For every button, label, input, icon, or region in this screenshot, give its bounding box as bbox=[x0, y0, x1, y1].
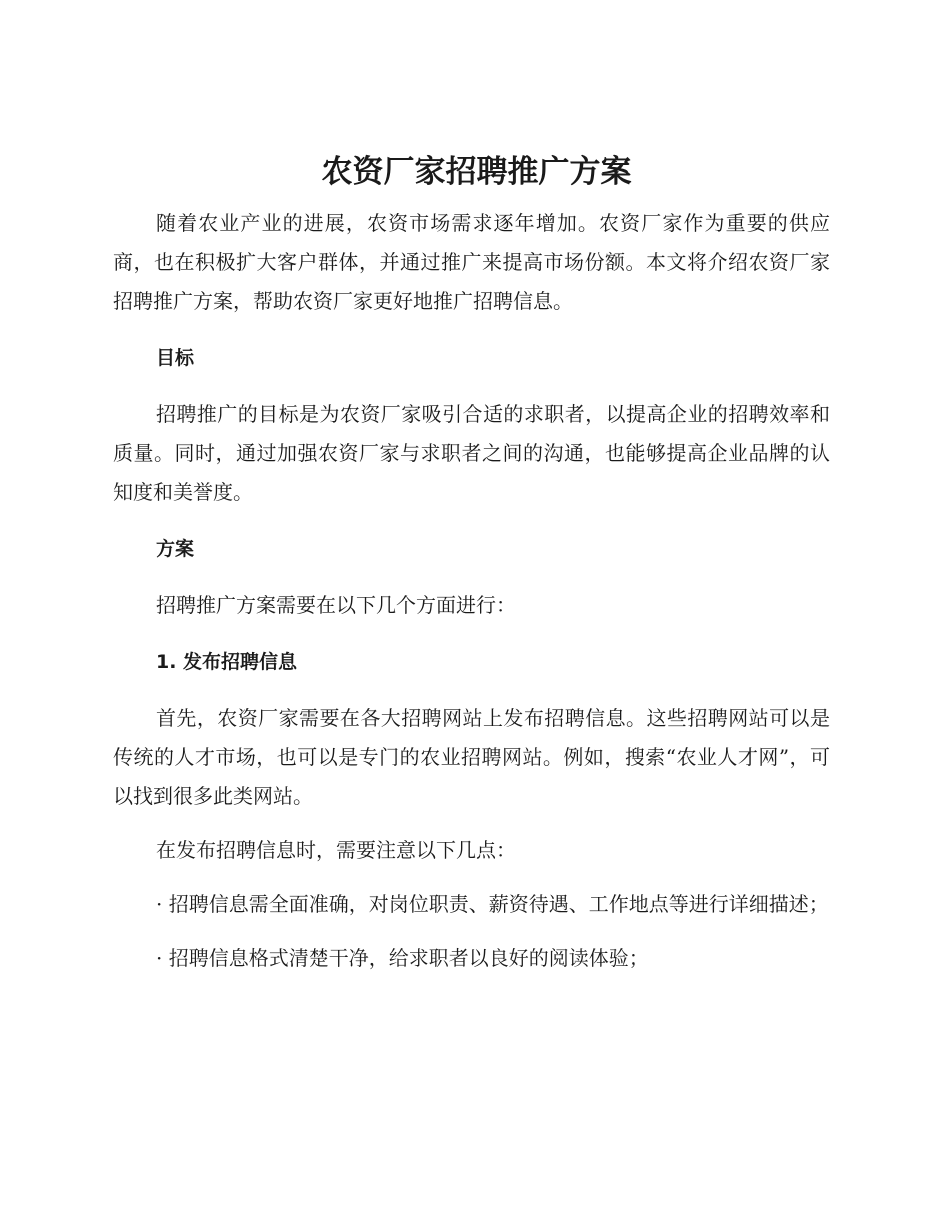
goal-paragraph: 招聘推广的目标是为农资厂家吸引合适的求职者，以提高企业的招聘效率和质量。同时，通过加强农资厂家与求职者之间的沟通，也能够提高企业品牌的认知度和美誉度。 bbox=[113, 402, 830, 504]
plan-heading: 方案 bbox=[156, 538, 195, 560]
intro-paragraph: 随着农业产业的进展，农资市场需求逐年增加。农资厂家作为重要的供应商，也在积极扩大客户群体，并通过推广来提高市场份额。本文将介绍农资厂家招聘推广方案，帮助农资厂家更好地推广招聘信息。 bbox=[113, 211, 830, 313]
step1-heading: 1. 发布招聘信息 bbox=[156, 651, 298, 673]
document-title: 农资厂家招聘推广方案 bbox=[321, 154, 632, 190]
step1-paragraph: 首先，农资厂家需要在各大招聘网站上发布招聘信息。这些招聘网站可以是传统的人才市场，也可以是专门的农业招聘网站。例如，搜索“农业人才网”，可以找到很多此类网站。 bbox=[113, 706, 830, 808]
bullet-item-1: · 招聘信息需全面准确，对岗位职责、薪资待遇、工作地点等进行详细描述； bbox=[156, 892, 829, 916]
plan-paragraph: 招聘推广方案需要在以下几个方面进行： bbox=[156, 593, 516, 617]
bullet-item-2: · 招聘信息格式清楚干净，给求职者以良好的阅读体验； bbox=[156, 946, 649, 970]
goal-heading: 目标 bbox=[156, 347, 195, 369]
notes-intro-paragraph: 在发布招聘信息时，需要注意以下几点： bbox=[156, 838, 516, 862]
